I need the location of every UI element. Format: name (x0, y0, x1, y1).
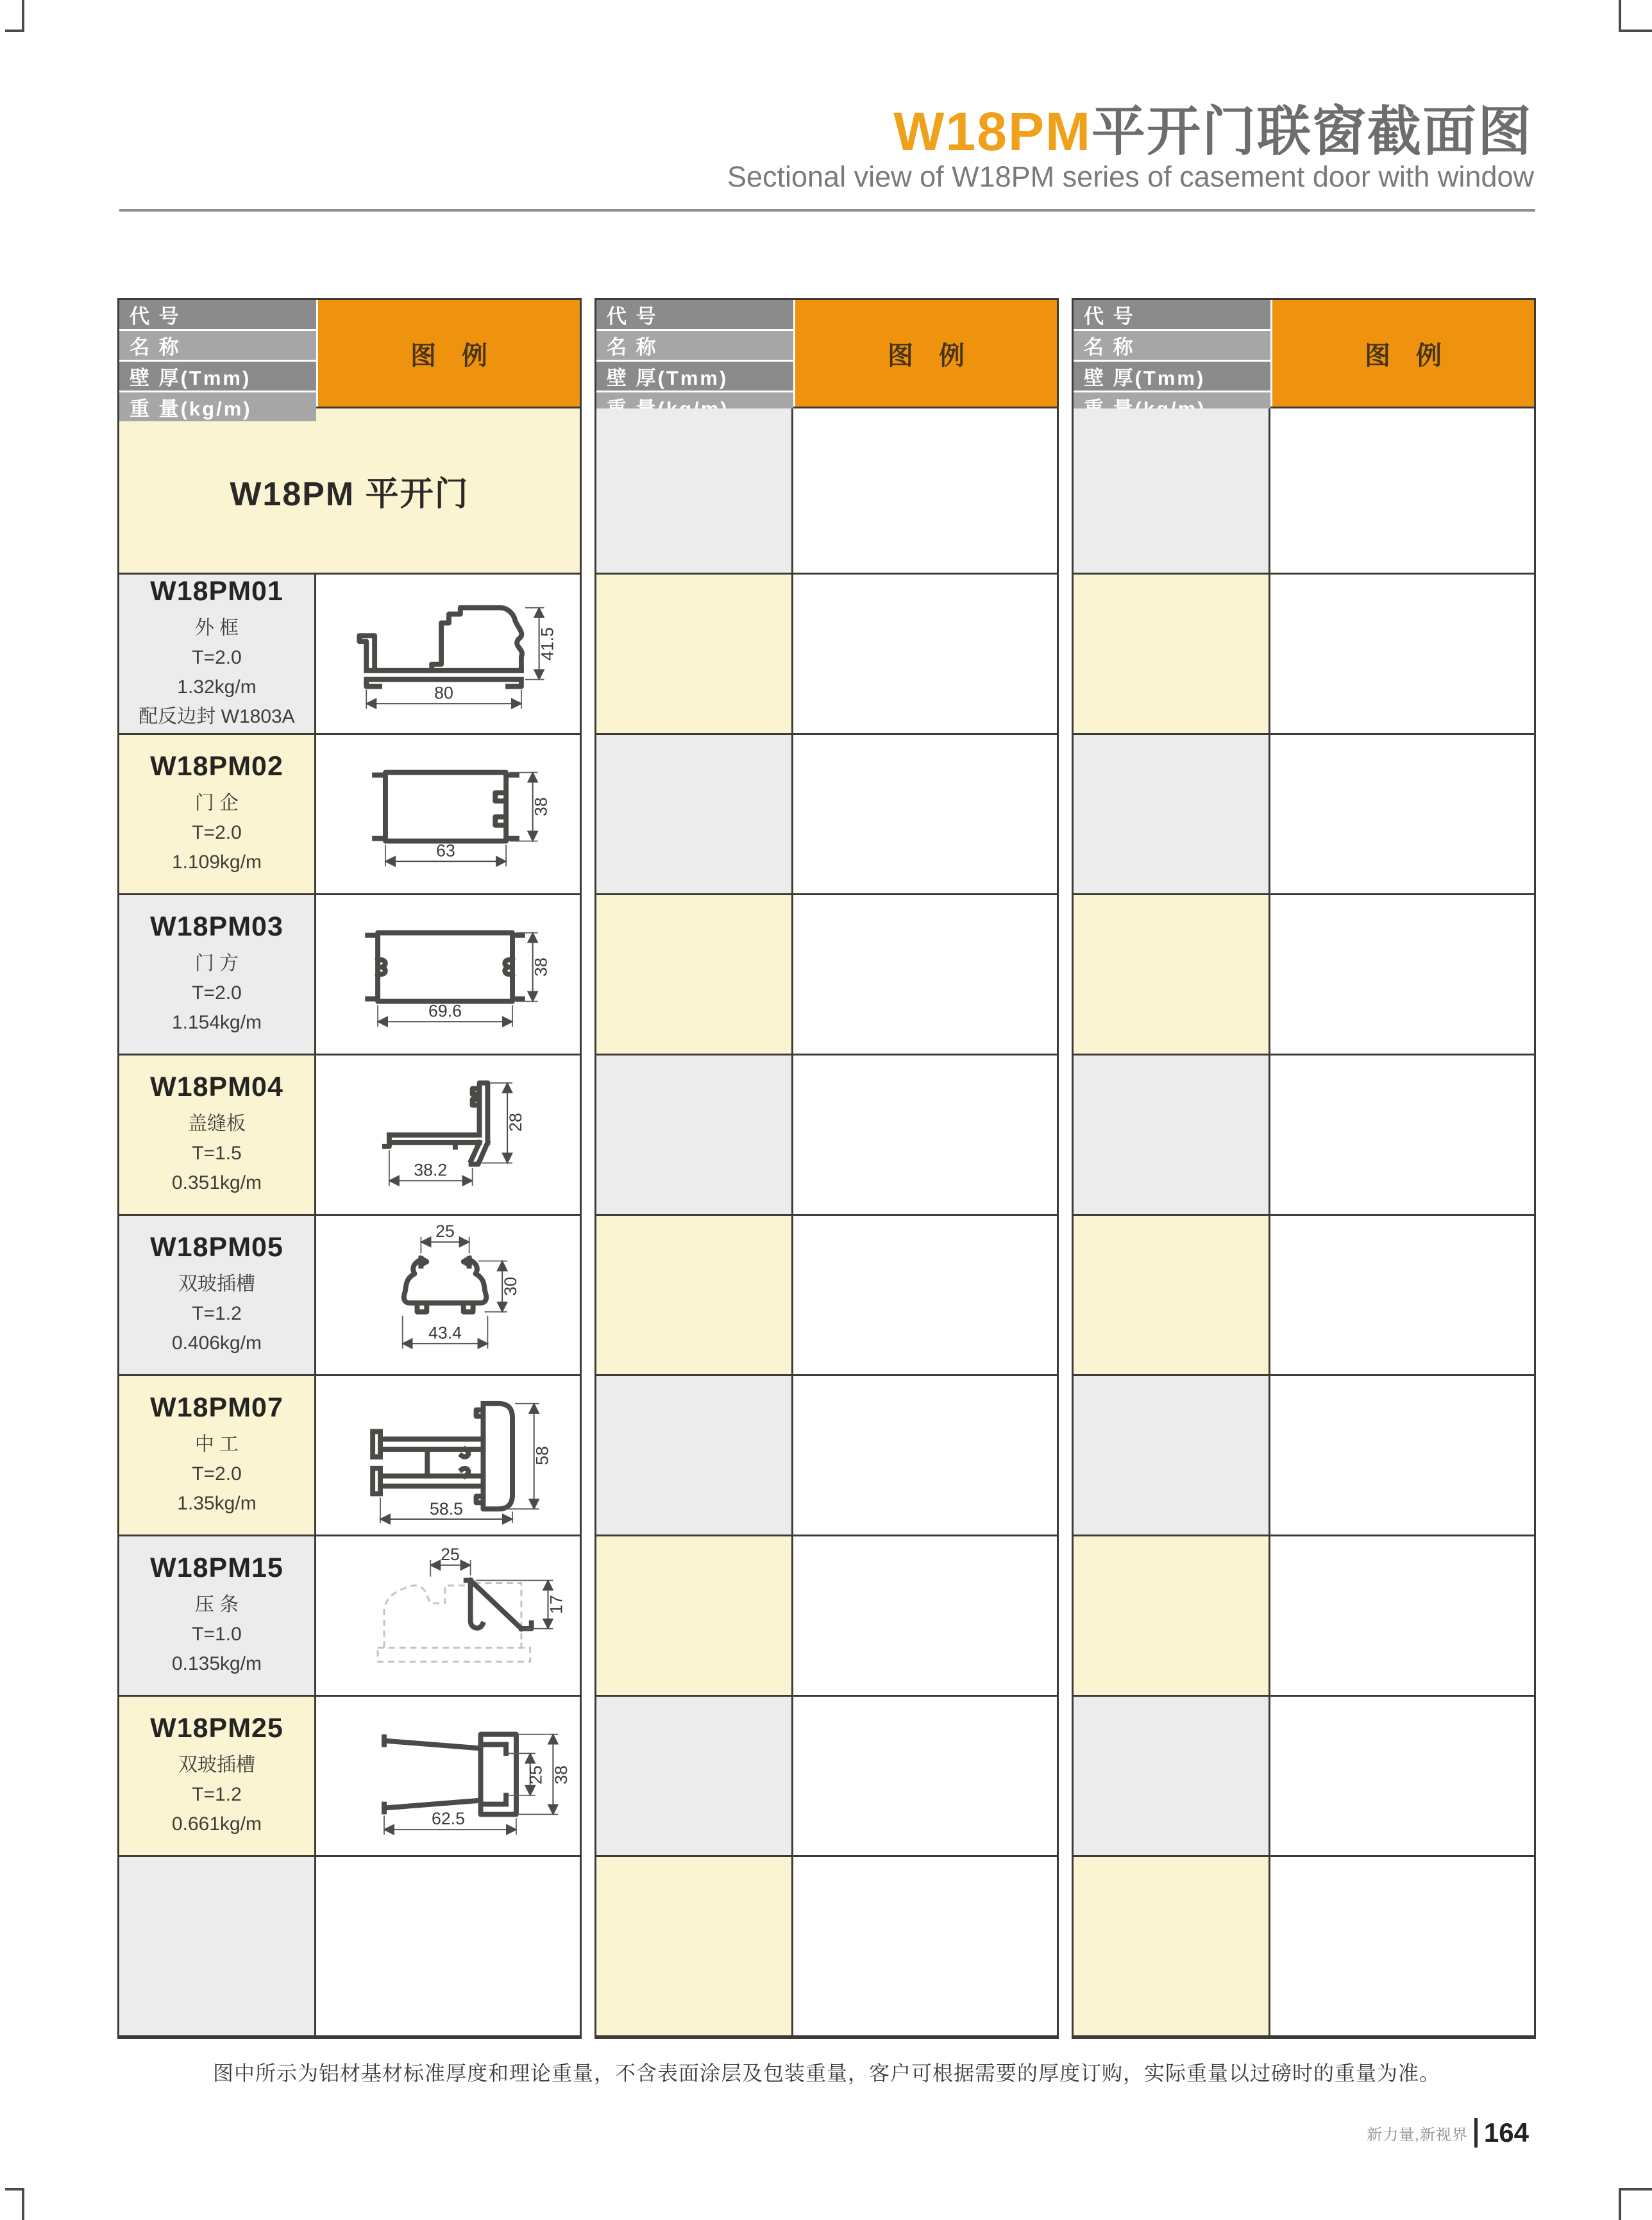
profile-info-w18pm03 (119, 895, 316, 1054)
table-group-middle (594, 298, 1059, 2039)
profile-code: W18PM04 (150, 1072, 283, 1102)
footer-divider (1474, 2118, 1478, 2148)
profile-drawing-w18pm15 (318, 1538, 578, 1694)
empty-info-cell (1074, 895, 1270, 1054)
empty-drawing-cell (793, 1376, 1057, 1535)
profile-thickness: T=2.0 (192, 982, 242, 1004)
profile-thickness: T=2.0 (192, 1463, 242, 1484)
dim-label-width: 58.5 (429, 1499, 463, 1518)
table-row-empty (1074, 1855, 1534, 2035)
profile-drawing-w18pm02 (318, 737, 578, 892)
footnote: 图中所示为铝材基材标准厚度和理论重量，不含表面涂层及包装重量，客户可根据需要的厚度订购，实际重量以过磅时的重量为准。 (212, 2062, 1440, 2085)
empty-drawing-cell (1270, 408, 1534, 573)
dim-label-width: 63 (435, 840, 455, 860)
empty-info-cell (596, 1055, 793, 1214)
empty-drawing-cell (1270, 735, 1534, 893)
profile-name: 双玻插槽 (178, 1274, 255, 1295)
header-legend: 图 例 (795, 300, 1057, 407)
header-thickness: 壁 厚(Tmm) (1074, 362, 1270, 391)
profile-thickness: T=1.0 (192, 1624, 242, 1645)
empty-drawing-cell (1270, 895, 1534, 1054)
profile-drawing-cell (316, 1697, 580, 1855)
profile-info-w18pm07 (119, 1376, 316, 1535)
footer-slogan: 新力量,新视界 (1367, 2126, 1468, 2144)
empty-drawing-cell (793, 1697, 1057, 1855)
title-divider (119, 209, 1535, 212)
empty-info-cell (596, 1216, 793, 1374)
profile-name: 双玻插槽 (178, 1754, 255, 1776)
page-footer (1367, 2117, 1529, 2148)
empty-drawing-cell (1270, 1376, 1534, 1535)
empty-drawing-cell (793, 408, 1057, 573)
empty-info-cell (596, 575, 793, 733)
header-labels (119, 300, 316, 420)
table-row-empty (596, 1695, 1057, 1855)
crop-mark-bottom-right (1619, 2188, 1652, 2220)
empty-info-cell (1074, 1055, 1270, 1214)
header-labels (596, 300, 793, 407)
empty-info-cell (1074, 575, 1270, 733)
table-row (119, 573, 580, 733)
table-row-empty (1074, 733, 1534, 893)
empty-info-cell (596, 1536, 793, 1695)
profile-weight: 0.406kg/m (171, 1333, 262, 1354)
profile-drawing-w18pm25 (318, 1699, 578, 1854)
empty-drawing-cell (1270, 1857, 1534, 2035)
header-name: 名 称 (1074, 331, 1270, 360)
profile-thickness: T=2.0 (192, 647, 242, 668)
table-row-empty (1074, 1214, 1534, 1374)
table-header (596, 300, 1057, 407)
table-row-empty (596, 1054, 1057, 1214)
table-row (119, 1535, 580, 1695)
empty-drawing-cell (1270, 1697, 1534, 1855)
empty-drawing-cell (793, 1216, 1057, 1374)
header-labels (1074, 300, 1270, 407)
profile-info-w18pm02 (119, 735, 316, 893)
empty-drawing-cell (1270, 1055, 1534, 1214)
table-row (119, 1214, 580, 1374)
profile-thickness: T=1.5 (192, 1143, 242, 1164)
empty-info-cell (596, 408, 793, 573)
crop-mark-top-left (5, 0, 24, 32)
profile-name: 外 框 (194, 618, 239, 639)
profile-weight: 1.35kg/m (177, 1493, 257, 1514)
profile-thickness: T=2.0 (192, 822, 242, 843)
profile-weight: 0.661kg/m (171, 1813, 262, 1835)
table-row-empty (1074, 573, 1534, 733)
page-title-series: W18PM (893, 101, 1092, 162)
empty-drawing-cell (316, 1857, 580, 2035)
profile-info-w18pm15 (119, 1536, 316, 1695)
header-thickness: 壁 厚(Tmm) (119, 362, 316, 391)
empty-drawing-cell (1270, 575, 1534, 733)
table-row-empty (596, 1535, 1057, 1695)
header-code: 代 号 (119, 300, 316, 329)
profile-drawing-cell (316, 575, 580, 733)
table-row (119, 1054, 580, 1214)
table-row-empty (596, 407, 1057, 573)
profile-info-w18pm01 (119, 575, 316, 733)
empty-drawing-cell (793, 735, 1057, 893)
empty-drawing-cell (793, 1536, 1057, 1695)
profile-drawing-cell (316, 1055, 580, 1214)
empty-info-cell (1074, 1857, 1270, 2035)
profile-name: 中 工 (194, 1434, 239, 1455)
dim-label-width: 25 (440, 1544, 460, 1564)
empty-info-cell (596, 735, 793, 893)
profile-weight: 1.32kg/m (177, 677, 257, 698)
table-row-empty (596, 893, 1057, 1054)
header-name: 名 称 (596, 331, 793, 360)
section-title-row (119, 407, 580, 573)
profile-name: 压 条 (194, 1594, 239, 1615)
empty-drawing-cell (793, 1857, 1057, 2035)
profile-info-w18pm04 (119, 1055, 316, 1214)
dim-label-width: 69.6 (428, 1000, 462, 1020)
page-title (893, 88, 1533, 166)
table-header (1074, 300, 1534, 407)
profile-info-w18pm25 (119, 1697, 316, 1855)
empty-drawing-cell (793, 895, 1057, 1054)
table-row-empty (1074, 1695, 1534, 1855)
profile-extra: 配反边封 W1803A (139, 706, 295, 727)
header-name: 名 称 (119, 331, 316, 360)
profile-code: W18PM05 (150, 1232, 283, 1263)
profile-drawing-cell (316, 1216, 580, 1374)
profile-code: W18PM07 (150, 1392, 283, 1423)
empty-drawing-cell (1270, 1536, 1534, 1695)
profile-code: W18PM02 (150, 751, 283, 782)
section-title: W18PM 平开门 (230, 475, 469, 513)
profile-tables (117, 298, 1536, 2039)
profile-name: 门 企 (194, 793, 239, 814)
profile-thickness: T=1.2 (192, 1784, 242, 1805)
empty-info-cell (1074, 408, 1270, 573)
profile-drawing-w18pm03 (318, 897, 578, 1052)
table-group-right (1072, 298, 1536, 2039)
header-thickness: 壁 厚(Tmm) (596, 362, 793, 391)
table-row (119, 733, 580, 893)
table-row (119, 1374, 580, 1535)
empty-info-cell (596, 895, 793, 1054)
empty-info-cell (596, 1857, 793, 2035)
page-title-cn: 平开门联窗截面图 (1091, 101, 1533, 162)
dim-label-height: 28 (505, 1112, 525, 1132)
dim-label-top: 25 (435, 1221, 455, 1241)
header-legend: 图 例 (318, 300, 580, 407)
empty-info-cell (119, 1857, 316, 2035)
profile-name: 门 方 (194, 953, 239, 974)
profile-drawing-w18pm07 (318, 1378, 578, 1533)
crop-mark-top-right (1619, 0, 1652, 32)
empty-drawing-cell (793, 575, 1057, 733)
dim-label-width: 38.2 (413, 1159, 447, 1179)
dim-label-height: 38 (530, 796, 550, 816)
dim-label-height: 38 (551, 1765, 571, 1785)
header-weight: 重 量(kg/m) (119, 392, 316, 421)
profile-drawing-cell (316, 1536, 580, 1695)
profile-drawing-w18pm01 (318, 576, 578, 732)
table-row (119, 893, 580, 1054)
table-row-empty (1074, 893, 1534, 1054)
profile-name: 盖缝板 (188, 1113, 246, 1134)
profile-drawing-cell (316, 1376, 580, 1535)
profile-weight: 0.351kg/m (171, 1172, 262, 1193)
table-row-empty (596, 1214, 1057, 1374)
crop-mark-bottom-left (5, 2188, 24, 2220)
dim-label-width: 80 (434, 682, 453, 702)
profile-weight: 0.135kg/m (171, 1653, 262, 1674)
empty-drawing-cell (793, 1055, 1057, 1214)
table-group-left (117, 298, 582, 2039)
profile-weight: 1.154kg/m (171, 1012, 262, 1033)
profile-thickness: T=1.2 (192, 1303, 242, 1324)
dim-label-height: 30 (500, 1276, 520, 1296)
empty-info-cell (1074, 735, 1270, 893)
page-subtitle: Sectional view of W18PM series of casement door with window (727, 160, 1534, 193)
header-code: 代 号 (1074, 300, 1270, 329)
dim-label-inner: 25 (526, 1765, 546, 1785)
empty-drawing-cell (1270, 1216, 1534, 1374)
empty-info-cell (1074, 1216, 1270, 1374)
empty-info-cell (596, 1697, 793, 1855)
profile-code: W18PM25 (150, 1713, 283, 1744)
table-row-empty (1074, 1535, 1534, 1695)
profile-drawing-w18pm05 (318, 1218, 578, 1373)
dim-label-width: 43.4 (428, 1322, 462, 1342)
table-row-empty (1074, 1054, 1534, 1214)
dim-label-width: 62.5 (431, 1808, 465, 1828)
table-row-empty (119, 1855, 580, 2035)
dim-label-height: 38 (530, 957, 550, 977)
table-row-empty (1074, 407, 1534, 573)
table-row-empty (596, 573, 1057, 733)
table-row-empty (596, 733, 1057, 893)
empty-info-cell (1074, 1697, 1270, 1855)
profile-drawing-cell (316, 735, 580, 893)
profile-drawing-cell (316, 895, 580, 1054)
header-code: 代 号 (596, 300, 793, 329)
table-header (119, 300, 580, 420)
profile-code: W18PM15 (150, 1552, 283, 1583)
dim-label-height: 17 (546, 1594, 566, 1614)
profile-code: W18PM03 (150, 911, 283, 942)
profile-code: W18PM01 (150, 576, 283, 607)
profile-drawing-w18pm04 (318, 1057, 578, 1213)
table-row-empty (596, 1855, 1057, 2035)
profile-info-w18pm05 (119, 1216, 316, 1374)
dim-label-height: 58 (532, 1445, 552, 1465)
empty-info-cell (1074, 1536, 1270, 1695)
table-row-empty (1074, 1374, 1534, 1535)
page-number: 164 (1483, 2117, 1529, 2148)
profile-weight: 1.109kg/m (171, 852, 262, 873)
empty-info-cell (596, 1376, 793, 1535)
header-legend: 图 例 (1272, 300, 1534, 407)
dim-label-height: 41.5 (537, 626, 557, 660)
table-row (119, 1695, 580, 1855)
empty-info-cell (1074, 1376, 1270, 1535)
table-row-empty (596, 1374, 1057, 1535)
